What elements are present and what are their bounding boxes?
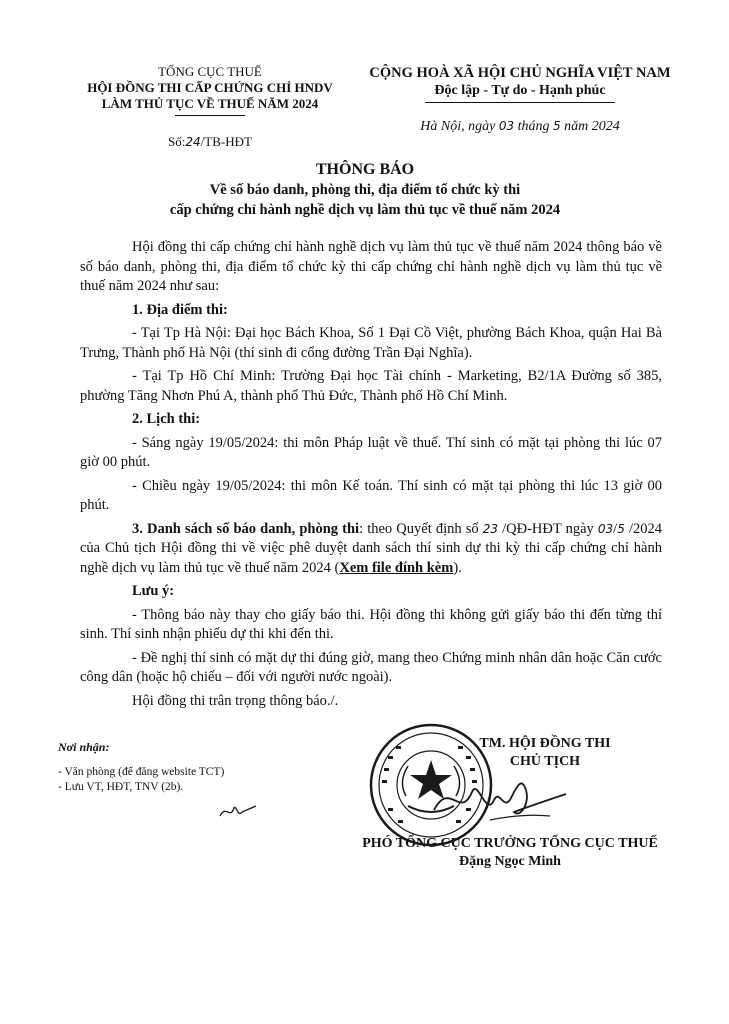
handwritten-signature bbox=[430, 770, 570, 830]
document-number-suffix: /TB-HĐT bbox=[200, 134, 252, 149]
section-2-heading: 2. Lịch thi: bbox=[132, 411, 201, 427]
date-prefix: Hà Nội, ngày bbox=[420, 119, 496, 134]
note-1: - Thông báo này thay cho giấy báo thi. Hội đồng thi không gửi giấy báo thi đến từng thí sinh. Thí sinh nhận phiếu dự thi khi đến thi. bbox=[80, 606, 662, 642]
header-right-divider bbox=[425, 102, 615, 103]
attachment-link[interactable]: Xem file đính kèm bbox=[339, 559, 454, 576]
notice-body bbox=[80, 238, 662, 715]
date-month-handwritten: 5 bbox=[552, 119, 561, 133]
council-name-line1: HỘI ĐỒNG THI CẤP CHỨNG CHỈ HNDV bbox=[87, 80, 333, 95]
signer-role-1: TM. HỘI ĐỒNG THI bbox=[479, 736, 611, 751]
section-1-heading: 1. Địa điểm thi: bbox=[132, 301, 228, 318]
issue-date bbox=[350, 117, 690, 136]
signer-role-3: PHÓ TỔNG CỤC TRƯỞNG TỔNG CỤC THUẾ bbox=[362, 836, 658, 851]
note-heading: Lưu ý: bbox=[132, 583, 175, 599]
decision-day-handwritten: 03 bbox=[597, 521, 614, 536]
document-number bbox=[60, 134, 360, 150]
recipients-heading: Nơi nhận: bbox=[58, 740, 110, 754]
document-number-handwritten: 24 bbox=[185, 135, 201, 149]
document-number-prefix: Số: bbox=[168, 134, 186, 149]
section-3-text-4: /2024 của Chủ tịch Hội đồng thi về việc phê duyệt danh sách thí sinh dự thi kỳ thi cấp chứng chỉ hành nghề dịch vụ làm thủ tục về thuế năm 2024 ( bbox=[80, 520, 662, 576]
venue-hanoi: - Tại Tp Hà Nội: Đại học Bách Khoa, Số 1 Đại Cồ Việt, phường Bách Khoa, quận Hai Bà Trưng, Thành phố Hà Nội (thí sinh đi cổng đường Trần Đại Nghĩa). bbox=[80, 325, 662, 361]
decision-number-handwritten: 23 bbox=[482, 521, 499, 536]
section-3-text-5: ). bbox=[453, 559, 462, 576]
recipients-block bbox=[58, 740, 318, 795]
date-year: năm 2024 bbox=[564, 119, 620, 134]
recipient-1: - Văn phòng (để đăng website TCT) bbox=[58, 766, 225, 778]
closing-line: Hội đồng thi trân trọng thông báo./. bbox=[132, 692, 339, 709]
decision-month-handwritten: 5 bbox=[617, 521, 625, 536]
section-3-heading: 3. Danh sách số báo danh, phòng thi bbox=[132, 520, 360, 537]
schedule-morning: - Sáng ngày 19/05/2024: thi môn Pháp luật về thuế. Thí sinh có mặt tại phòng thi lúc 07 giờ 00 phút. bbox=[80, 434, 662, 470]
date-day-handwritten: 03 bbox=[498, 119, 515, 133]
note-2: - Đề nghị thí sinh có mặt dự thi đúng giờ, mang theo Chứng minh nhân dân hoặc Căn cước công dân (hoặc hộ chiếu – đối với người nước ngoài). bbox=[80, 649, 662, 685]
section-3-text-1: : theo Quyết định số bbox=[359, 520, 483, 537]
issuing-agency-header bbox=[60, 64, 360, 150]
national-motto: Độc lập - Tự do - Hạnh phúc bbox=[434, 83, 606, 98]
agency-name: TỔNG CỤC THUẾ bbox=[158, 64, 262, 79]
handwritten-initials bbox=[218, 800, 258, 822]
venue-hcmc: - Tại Tp Hồ Chí Minh: Trường Đại học Tài chính - Marketing, B2/1A Đường số 385, phường Tăng Nhơn Phú A, thành phố Thủ Đức, Thành phố Hồ Chí Minh. bbox=[80, 368, 662, 404]
council-name-line2: LÀM THỦ TỤC VỀ THUẾ NĂM 2024 bbox=[101, 96, 319, 111]
section-3-text-2: /QĐ-HĐT ngày bbox=[498, 520, 598, 537]
date-month-label: tháng bbox=[517, 119, 550, 134]
notice-title bbox=[90, 160, 640, 220]
signer-role-2: CHỦ TỊCH bbox=[509, 754, 581, 769]
signer-name: Đặng Ngọc Minh bbox=[459, 854, 561, 869]
notice-subject-line2: cấp chứng chỉ hành nghề dịch vụ làm thủ tục về thuế năm 2024 bbox=[169, 202, 561, 218]
notice-title-main: THÔNG BÁO bbox=[315, 161, 415, 178]
section-3-paragraph bbox=[80, 520, 662, 579]
nation-name: CỘNG HOÀ XÃ HỘI CHỦ NGHĨA VIỆT NAM bbox=[369, 65, 671, 81]
schedule-afternoon: - Chiều ngày 19/05/2024: thi môn Kế toán. Thí sinh có mặt tại phòng thi lúc 13 giờ 00 phút. bbox=[80, 477, 662, 513]
intro-paragraph: Hội đồng thi cấp chứng chỉ hành nghề dịch vụ làm thủ tục về thuế năm 2024 thông báo về số báo danh, phòng thi, địa điểm tổ chức kỳ thi cấp chứng chỉ hành nghề dịch vụ làm thủ tục về thuế năm 2024 như sau: bbox=[80, 239, 662, 294]
notice-subject-line1: Về số báo danh, phòng thi, địa điểm tổ chức kỳ thi bbox=[209, 182, 521, 198]
header-left-divider bbox=[175, 115, 245, 116]
national-header bbox=[350, 64, 690, 136]
recipient-2: - Lưu VT, HĐT, TNV (2b). bbox=[58, 781, 184, 793]
section-3-text-3: / bbox=[613, 520, 618, 537]
